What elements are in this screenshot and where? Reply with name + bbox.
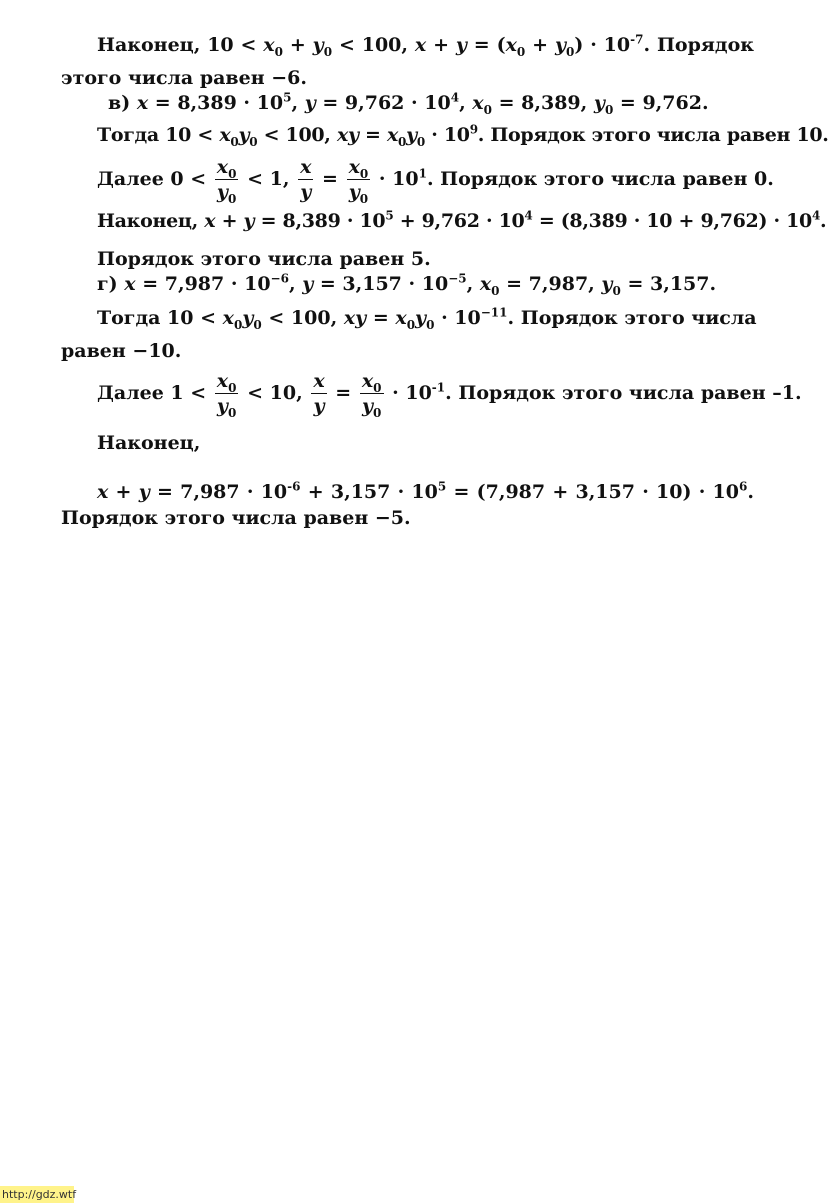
text-line: в) $x = 8,389 \cdot 10^5$, $y = 9,762 \cdot 10^4$, $x_0 = 8,389$, $y_0 = 9,762$.	[108, 90, 709, 117]
fraction: $\frac{x_0}{y_0}$	[216, 156, 237, 206]
text-line: равен −10.	[61, 340, 182, 362]
fraction: $\frac{x_0}{y_0}$	[348, 156, 369, 206]
text-line: Наконец, $x + y = 8,389 \cdot 10^5 + 9,762 \cdot 10^4 = (8,389 \cdot 10 + 9,762) \cdot 10^4$.	[97, 208, 827, 232]
footer-url[interactable]: http://gdz.wtf	[2, 1188, 77, 1201]
text-line: Порядок этого числа равен −5.	[61, 507, 411, 529]
text-line: Далее 1 < $\frac{x_0}{y_0}$ < 10, $\frac{x}{y}$ = $\frac{x_0}{y_0}$ · $10^{-1}$. Порядок этого числа равен –1.	[97, 370, 802, 420]
fraction: $\frac{x}{y}$	[300, 156, 312, 203]
fraction: $\frac{x_0}{y_0}$	[361, 370, 382, 420]
text-line: г) $x = 7,987 \cdot 10^{-6}$, $y = 3,157 \cdot 10^{-5}$, $x_0 = 7,987$, $y_0 = 3,157$.	[97, 271, 717, 298]
text-line: Далее 0 < $\frac{x_0}{y_0}$ < 1, $\frac{x}{y}$ = $\frac{x_0}{y_0}$ · $10^1$. Порядок этого числа равен 0.	[97, 156, 774, 206]
text-line: Порядок этого числа равен 5.	[97, 248, 431, 270]
text-line: Тогда $10 < x_0y_0 < 100$, xy = $x_0y_0 \cdot 10^{-11}$. Порядок этого числа	[97, 305, 757, 332]
text-line: $x + y = 7,987 \cdot 10^{-6} + 3,157 \cdot 10^5 = (7,987 + 3,157 \cdot 10) \cdot 10^6$.	[97, 479, 754, 503]
text-line: Тогда $10 < x_0y_0 < 100$, xy = $x_0y_0 \cdot 10^9$. Порядок этого числа равен 10.	[97, 122, 829, 149]
text-line: Наконец,	[97, 432, 201, 454]
text-line: Наконец, $10 < x_0 + y_0 < 100$, $x + y = (x_0 + y_0) \cdot 10^{-7}$. Порядок	[97, 32, 754, 59]
text-line: этого числа равен −6.	[61, 67, 307, 89]
fraction: $\frac{x_0}{y_0}$	[216, 370, 237, 420]
fraction: $\frac{x}{y}$	[313, 370, 325, 417]
